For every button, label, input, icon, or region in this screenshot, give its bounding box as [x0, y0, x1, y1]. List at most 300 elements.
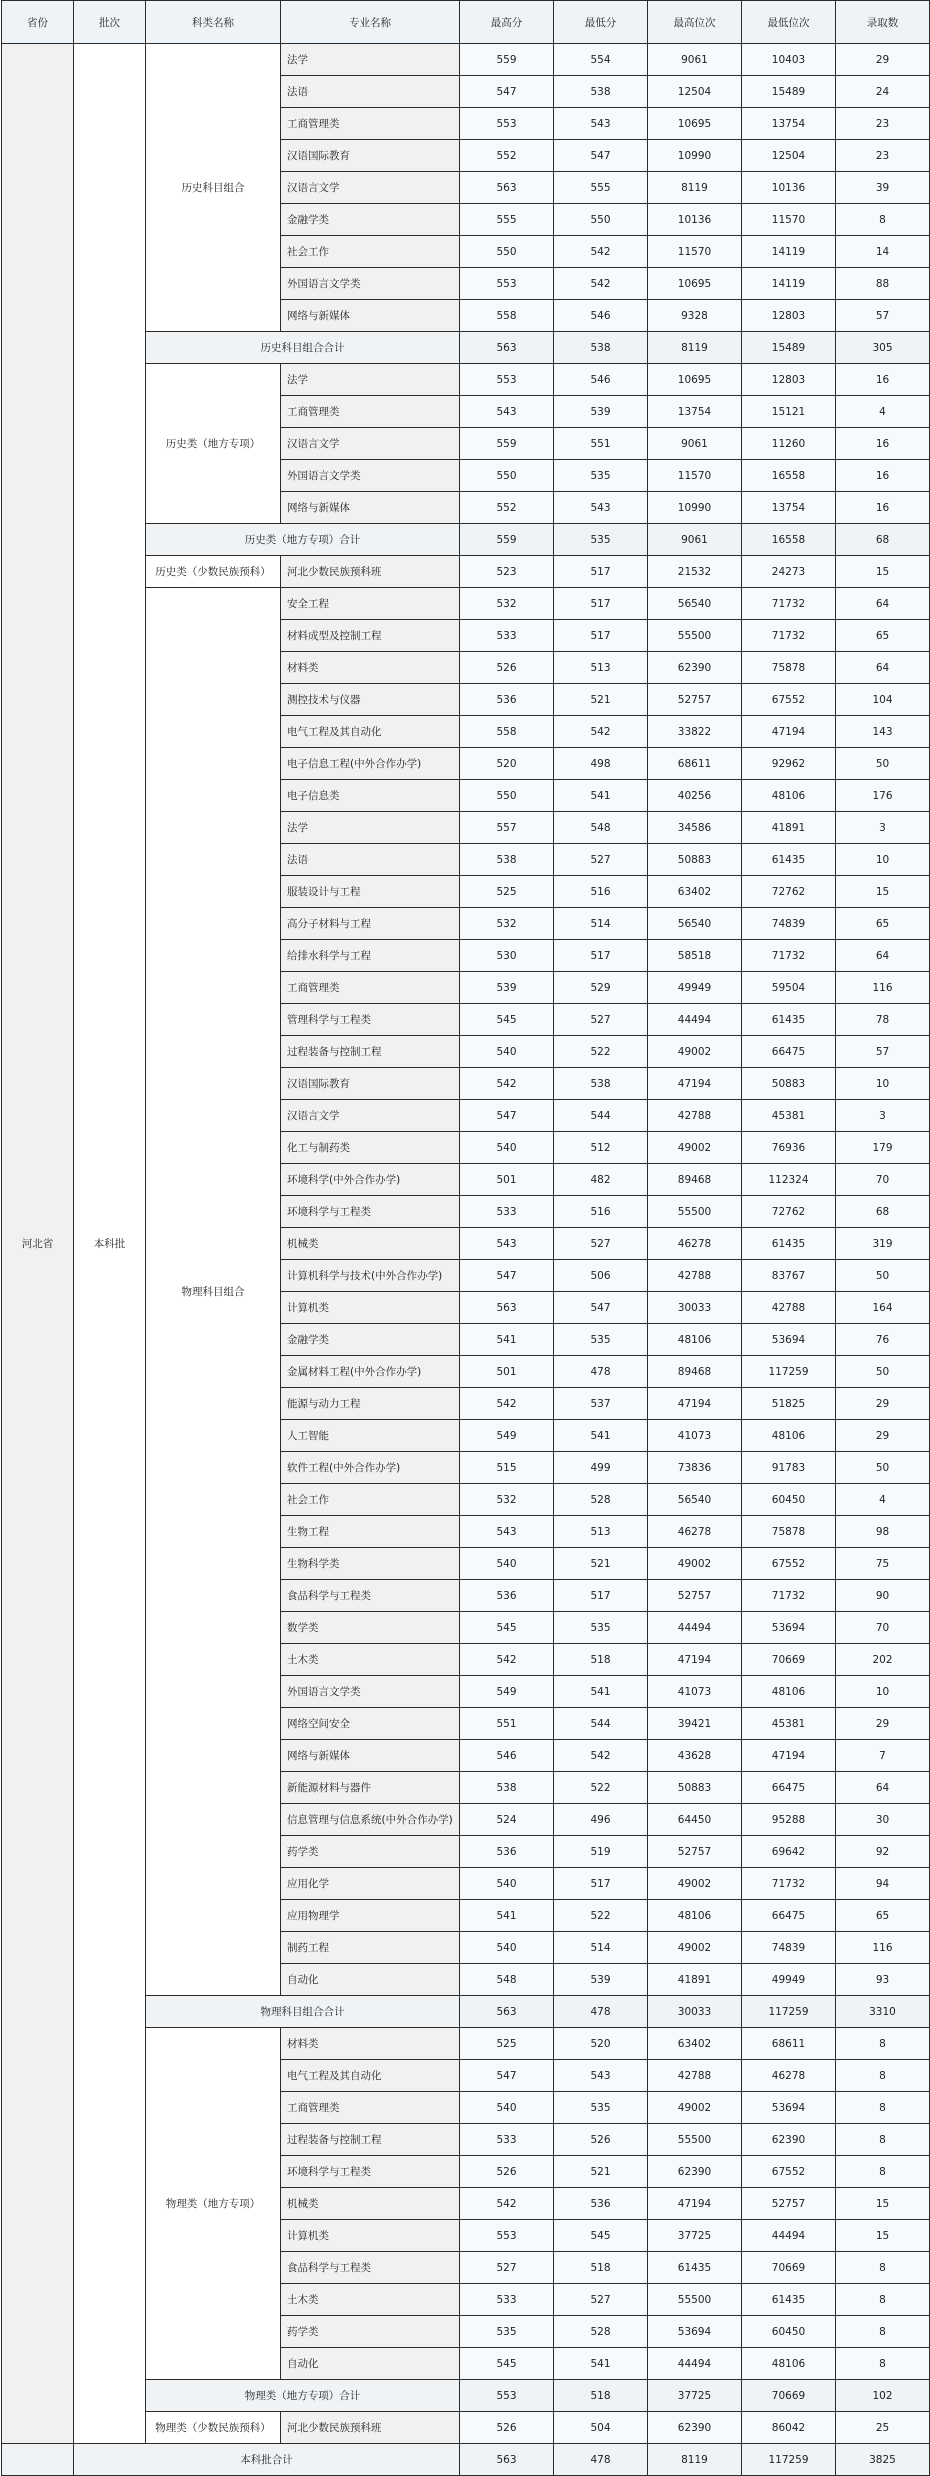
low-score-cell: 527: [554, 1228, 648, 1260]
major-name-cell: 自动化: [281, 1964, 460, 1996]
high-rank-cell: 49002: [648, 1548, 742, 1580]
high-rank-cell: 11570: [648, 236, 742, 268]
admitted-count-cell: 70: [836, 1164, 930, 1196]
high-rank-cell: 48106: [648, 1324, 742, 1356]
province-cell: 河北省: [2, 44, 74, 2444]
low-rank-cell: 12803: [742, 364, 836, 396]
major-name-cell: 网络空间安全: [281, 1708, 460, 1740]
low-rank-cell: 67552: [742, 684, 836, 716]
high-rank-cell: 49949: [648, 972, 742, 1004]
major-name-cell: 金融学类: [281, 204, 460, 236]
low-score-cell: 544: [554, 1708, 648, 1740]
major-name-cell: 机械类: [281, 1228, 460, 1260]
major-name-cell: 生物工程: [281, 1516, 460, 1548]
admitted-count-cell: 98: [836, 1516, 930, 1548]
low-rank-cell: 49949: [742, 1964, 836, 1996]
low-rank-cell: 44494: [742, 2220, 836, 2252]
admitted-count-cell: 64: [836, 940, 930, 972]
low-rank-cell: 53694: [742, 2092, 836, 2124]
low-score-cell: 536: [554, 2188, 648, 2220]
subtotal-admitted-count: 68: [836, 524, 930, 556]
high-rank-cell: 10695: [648, 268, 742, 300]
subtotal-low-rank: 15489: [742, 332, 836, 364]
admitted-count-cell: 23: [836, 108, 930, 140]
admitted-count-cell: 16: [836, 460, 930, 492]
low-score-cell: 541: [554, 780, 648, 812]
low-rank-cell: 41891: [742, 812, 836, 844]
low-rank-cell: 68611: [742, 2028, 836, 2060]
low-rank-cell: 86042: [742, 2412, 836, 2444]
low-score-cell: 522: [554, 1772, 648, 1804]
admitted-count-cell: 8: [836, 204, 930, 236]
major-name-cell: 材料成型及控制工程: [281, 620, 460, 652]
low-score-cell: 514: [554, 1932, 648, 1964]
grand-total-label: 本科批合计: [74, 2444, 460, 2476]
low-score-cell: 506: [554, 1260, 648, 1292]
low-score-cell: 522: [554, 1900, 648, 1932]
header-high-rank: 最高位次: [648, 1, 742, 44]
high-rank-cell: 63402: [648, 2028, 742, 2060]
admitted-count-cell: 143: [836, 716, 930, 748]
major-name-cell: 自动化: [281, 2348, 460, 2380]
low-score-cell: 504: [554, 2412, 648, 2444]
low-rank-cell: 15121: [742, 396, 836, 428]
high-score-cell: 563: [460, 172, 554, 204]
low-score-cell: 496: [554, 1804, 648, 1836]
admitted-count-cell: 7: [836, 1740, 930, 1772]
major-name-cell: 人工智能: [281, 1420, 460, 1452]
admitted-count-cell: 57: [836, 300, 930, 332]
high-score-cell: 558: [460, 300, 554, 332]
high-rank-cell: 46278: [648, 1516, 742, 1548]
admitted-count-cell: 10: [836, 1068, 930, 1100]
low-score-cell: 545: [554, 2220, 648, 2252]
major-name-cell: 测控技术与仪器: [281, 684, 460, 716]
subtotal-high-score: 553: [460, 2380, 554, 2412]
subtotal-high-score: 563: [460, 332, 554, 364]
major-name-cell: 社会工作: [281, 236, 460, 268]
low-rank-cell: 72762: [742, 876, 836, 908]
low-score-cell: 529: [554, 972, 648, 1004]
grand-total-high-score: 563: [460, 2444, 554, 2476]
major-name-cell: 食品科学与工程类: [281, 2252, 460, 2284]
admitted-count-cell: 65: [836, 1900, 930, 1932]
low-score-cell: 516: [554, 1196, 648, 1228]
major-name-cell: 工商管理类: [281, 396, 460, 428]
high-rank-cell: 52757: [648, 1580, 742, 1612]
high-rank-cell: 34586: [648, 812, 742, 844]
high-rank-cell: 33822: [648, 716, 742, 748]
low-rank-cell: 67552: [742, 1548, 836, 1580]
major-name-cell: 社会工作: [281, 1484, 460, 1516]
high-score-cell: 558: [460, 716, 554, 748]
high-rank-cell: 9328: [648, 300, 742, 332]
header-low-rank: 最低位次: [742, 1, 836, 44]
low-score-cell: 554: [554, 44, 648, 76]
high-score-cell: 550: [460, 460, 554, 492]
major-name-cell: 汉语国际教育: [281, 140, 460, 172]
major-name-cell: 给排水科学与工程: [281, 940, 460, 972]
high-score-cell: 520: [460, 748, 554, 780]
high-score-cell: 526: [460, 652, 554, 684]
major-name-cell: 计算机科学与技术(中外合作办学): [281, 1260, 460, 1292]
low-rank-cell: 60450: [742, 1484, 836, 1516]
admitted-count-cell: 15: [836, 2220, 930, 2252]
low-score-cell: 516: [554, 876, 648, 908]
major-name-cell: 金属材料工程(中外合作办学): [281, 1356, 460, 1388]
high-score-cell: 550: [460, 236, 554, 268]
admitted-count-cell: 15: [836, 556, 930, 588]
low-rank-cell: 70669: [742, 2252, 836, 2284]
subtotal-admitted-count: 102: [836, 2380, 930, 2412]
low-rank-cell: 74839: [742, 908, 836, 940]
low-score-cell: 521: [554, 1548, 648, 1580]
admitted-count-cell: 78: [836, 1004, 930, 1036]
low-rank-cell: 117259: [742, 1356, 836, 1388]
low-score-cell: 499: [554, 1452, 648, 1484]
high-rank-cell: 56540: [648, 1484, 742, 1516]
admitted-count-cell: 50: [836, 748, 930, 780]
category-cell: 历史类（地方专项）: [146, 364, 281, 524]
major-name-cell: 材料类: [281, 2028, 460, 2060]
high-score-cell: 542: [460, 1644, 554, 1676]
high-rank-cell: 41073: [648, 1676, 742, 1708]
low-rank-cell: 12504: [742, 140, 836, 172]
low-score-cell: 542: [554, 236, 648, 268]
low-rank-cell: 76936: [742, 1132, 836, 1164]
high-score-cell: 540: [460, 1036, 554, 1068]
low-rank-cell: 53694: [742, 1324, 836, 1356]
grand-total-row: [2, 2444, 930, 2476]
table-row: [2, 44, 930, 76]
admitted-count-cell: 176: [836, 780, 930, 812]
category-cell: 历史类（少数民族预科）: [146, 556, 281, 588]
major-name-cell: 法语: [281, 844, 460, 876]
admitted-count-cell: 8: [836, 2316, 930, 2348]
high-score-cell: 545: [460, 1612, 554, 1644]
high-rank-cell: 49002: [648, 1036, 742, 1068]
major-name-cell: 软件工程(中外合作办学): [281, 1452, 460, 1484]
low-score-cell: 546: [554, 364, 648, 396]
high-rank-cell: 55500: [648, 2284, 742, 2316]
low-rank-cell: 46278: [742, 2060, 836, 2092]
low-score-cell: 542: [554, 716, 648, 748]
high-score-cell: 525: [460, 876, 554, 908]
low-rank-cell: 15489: [742, 76, 836, 108]
low-score-cell: 518: [554, 2252, 648, 2284]
admitted-count-cell: 39: [836, 172, 930, 204]
high-rank-cell: 11570: [648, 460, 742, 492]
subtotal-low-score: 518: [554, 2380, 648, 2412]
subtotal-label: 物理科目组合合计: [146, 1996, 460, 2028]
admitted-count-cell: 24: [836, 76, 930, 108]
high-rank-cell: 56540: [648, 908, 742, 940]
low-score-cell: 517: [554, 588, 648, 620]
high-rank-cell: 42788: [648, 2060, 742, 2092]
low-rank-cell: 13754: [742, 492, 836, 524]
major-name-cell: 网络与新媒体: [281, 1740, 460, 1772]
major-name-cell: 过程装备与控制工程: [281, 1036, 460, 1068]
low-rank-cell: 60450: [742, 2316, 836, 2348]
major-name-cell: 应用物理学: [281, 1900, 460, 1932]
low-score-cell: 537: [554, 1388, 648, 1420]
high-score-cell: 542: [460, 1068, 554, 1100]
major-name-cell: 电子信息工程(中外合作办学): [281, 748, 460, 780]
subtotal-low-score: 538: [554, 332, 648, 364]
major-name-cell: 土木类: [281, 1644, 460, 1676]
high-rank-cell: 89468: [648, 1356, 742, 1388]
major-name-cell: 土木类: [281, 2284, 460, 2316]
header-category: 科类名称: [146, 1, 281, 44]
major-name-cell: 法语: [281, 76, 460, 108]
header-row: [2, 1, 930, 44]
high-score-cell: 552: [460, 492, 554, 524]
high-rank-cell: 89468: [648, 1164, 742, 1196]
high-score-cell: 559: [460, 44, 554, 76]
admitted-count-cell: 8: [836, 2124, 930, 2156]
low-score-cell: 543: [554, 2060, 648, 2092]
low-rank-cell: 11260: [742, 428, 836, 460]
high-rank-cell: 62390: [648, 652, 742, 684]
low-score-cell: 535: [554, 2092, 648, 2124]
subtotal-label: 历史类（地方专项）合计: [146, 524, 460, 556]
admitted-count-cell: 88: [836, 268, 930, 300]
high-score-cell: 540: [460, 2092, 554, 2124]
high-rank-cell: 73836: [648, 1452, 742, 1484]
low-score-cell: 513: [554, 1516, 648, 1548]
high-score-cell: 550: [460, 780, 554, 812]
subtotal-low-rank: 70669: [742, 2380, 836, 2412]
low-rank-cell: 42788: [742, 1292, 836, 1324]
low-rank-cell: 51825: [742, 1388, 836, 1420]
high-rank-cell: 64450: [648, 1804, 742, 1836]
major-name-cell: 外国语言文学类: [281, 460, 460, 492]
low-rank-cell: 75878: [742, 652, 836, 684]
admitted-count-cell: 4: [836, 396, 930, 428]
high-score-cell: 540: [460, 1132, 554, 1164]
high-score-cell: 549: [460, 1420, 554, 1452]
major-name-cell: 新能源材料与器件: [281, 1772, 460, 1804]
low-rank-cell: 66475: [742, 1772, 836, 1804]
low-rank-cell: 48106: [742, 1676, 836, 1708]
low-score-cell: 547: [554, 140, 648, 172]
low-score-cell: 542: [554, 268, 648, 300]
low-score-cell: 539: [554, 396, 648, 428]
high-score-cell: 539: [460, 972, 554, 1004]
high-score-cell: 533: [460, 2124, 554, 2156]
high-score-cell: 551: [460, 1708, 554, 1740]
high-score-cell: 553: [460, 108, 554, 140]
admitted-count-cell: 104: [836, 684, 930, 716]
low-score-cell: 535: [554, 460, 648, 492]
high-score-cell: 548: [460, 1964, 554, 1996]
admission-score-table: [1, 0, 930, 2476]
admitted-count-cell: 29: [836, 1708, 930, 1740]
low-score-cell: 517: [554, 1580, 648, 1612]
low-rank-cell: 72762: [742, 1196, 836, 1228]
high-rank-cell: 37725: [648, 2220, 742, 2252]
admitted-count-cell: 76: [836, 1324, 930, 1356]
major-name-cell: 能源与动力工程: [281, 1388, 460, 1420]
low-rank-cell: 11570: [742, 204, 836, 236]
high-rank-cell: 49002: [648, 2092, 742, 2124]
low-score-cell: 548: [554, 812, 648, 844]
high-rank-cell: 52757: [648, 684, 742, 716]
low-rank-cell: 71732: [742, 1580, 836, 1612]
high-rank-cell: 63402: [648, 876, 742, 908]
low-score-cell: 517: [554, 940, 648, 972]
high-rank-cell: 55500: [648, 1196, 742, 1228]
major-name-cell: 化工与制药类: [281, 1132, 460, 1164]
high-rank-cell: 41073: [648, 1420, 742, 1452]
subtotal-high-rank: 37725: [648, 2380, 742, 2412]
subtotal-high-score: 559: [460, 524, 554, 556]
low-score-cell: 514: [554, 908, 648, 940]
low-score-cell: 521: [554, 2156, 648, 2188]
low-score-cell: 513: [554, 652, 648, 684]
major-name-cell: 制药工程: [281, 1932, 460, 1964]
high-score-cell: 533: [460, 2284, 554, 2316]
admitted-count-cell: 202: [836, 1644, 930, 1676]
admitted-count-cell: 75: [836, 1548, 930, 1580]
low-score-cell: 498: [554, 748, 648, 780]
low-rank-cell: 112324: [742, 1164, 836, 1196]
major-name-cell: 环境科学与工程类: [281, 1196, 460, 1228]
major-name-cell: 汉语言文学: [281, 428, 460, 460]
high-score-cell: 530: [460, 940, 554, 972]
high-rank-cell: 49002: [648, 1132, 742, 1164]
subtotal-high-rank: 8119: [648, 332, 742, 364]
admitted-count-cell: 8: [836, 2348, 930, 2380]
low-score-cell: 543: [554, 492, 648, 524]
high-score-cell: 547: [460, 1260, 554, 1292]
low-rank-cell: 50883: [742, 1068, 836, 1100]
admitted-count-cell: 8: [836, 2060, 930, 2092]
admitted-count-cell: 65: [836, 908, 930, 940]
admitted-count-cell: 92: [836, 1836, 930, 1868]
low-rank-cell: 74839: [742, 1932, 836, 1964]
admitted-count-cell: 16: [836, 492, 930, 524]
low-rank-cell: 14119: [742, 268, 836, 300]
major-name-cell: 环境科学(中外合作办学): [281, 1164, 460, 1196]
major-name-cell: 高分子材料与工程: [281, 908, 460, 940]
major-name-cell: 法学: [281, 812, 460, 844]
low-score-cell: 541: [554, 1676, 648, 1708]
high-score-cell: 541: [460, 1900, 554, 1932]
major-name-cell: 管理科学与工程类: [281, 1004, 460, 1036]
low-rank-cell: 13754: [742, 108, 836, 140]
low-rank-cell: 62390: [742, 2124, 836, 2156]
low-rank-cell: 48106: [742, 2348, 836, 2380]
table-body: [2, 44, 930, 2476]
high-score-cell: 552: [460, 140, 554, 172]
admitted-count-cell: 8: [836, 2252, 930, 2284]
high-rank-cell: 47194: [648, 2188, 742, 2220]
high-score-cell: 553: [460, 2220, 554, 2252]
high-rank-cell: 43628: [648, 1740, 742, 1772]
low-rank-cell: 10403: [742, 44, 836, 76]
high-score-cell: 559: [460, 428, 554, 460]
high-score-cell: 549: [460, 1676, 554, 1708]
high-rank-cell: 68611: [648, 748, 742, 780]
high-rank-cell: 49002: [648, 1868, 742, 1900]
admitted-count-cell: 29: [836, 1420, 930, 1452]
grand-total-blank: [2, 2444, 74, 2476]
admitted-count-cell: 10: [836, 1676, 930, 1708]
admitted-count-cell: 50: [836, 1452, 930, 1484]
major-name-cell: 法学: [281, 44, 460, 76]
major-name-cell: 网络与新媒体: [281, 300, 460, 332]
high-rank-cell: 10695: [648, 108, 742, 140]
high-score-cell: 501: [460, 1164, 554, 1196]
major-name-cell: 工商管理类: [281, 972, 460, 1004]
low-score-cell: 535: [554, 1612, 648, 1644]
low-score-cell: 551: [554, 428, 648, 460]
major-name-cell: 电气工程及其自动化: [281, 716, 460, 748]
high-score-cell: 543: [460, 1228, 554, 1260]
low-rank-cell: 47194: [742, 716, 836, 748]
low-score-cell: 522: [554, 1036, 648, 1068]
low-rank-cell: 71732: [742, 588, 836, 620]
high-rank-cell: 41891: [648, 1964, 742, 1996]
high-rank-cell: 10990: [648, 140, 742, 172]
admitted-count-cell: 116: [836, 972, 930, 1004]
high-score-cell: 526: [460, 2156, 554, 2188]
admitted-count-cell: 30: [836, 1804, 930, 1836]
high-rank-cell: 55500: [648, 620, 742, 652]
low-rank-cell: 47194: [742, 1740, 836, 1772]
high-score-cell: 553: [460, 268, 554, 300]
high-score-cell: 547: [460, 1100, 554, 1132]
major-name-cell: 食品科学与工程类: [281, 1580, 460, 1612]
major-name-cell: 信息管理与信息系统(中外合作办学): [281, 1804, 460, 1836]
admitted-count-cell: 3: [836, 812, 930, 844]
low-rank-cell: 91783: [742, 1452, 836, 1484]
admitted-count-cell: 15: [836, 2188, 930, 2220]
category-cell: 物理类（地方专项）: [146, 2028, 281, 2380]
high-rank-cell: 10136: [648, 204, 742, 236]
low-rank-cell: 61435: [742, 2284, 836, 2316]
low-rank-cell: 66475: [742, 1900, 836, 1932]
admitted-count-cell: 29: [836, 1388, 930, 1420]
high-rank-cell: 42788: [648, 1260, 742, 1292]
high-rank-cell: 53694: [648, 2316, 742, 2348]
admitted-count-cell: 164: [836, 1292, 930, 1324]
header-province: 省份: [2, 1, 74, 44]
admitted-count-cell: 68: [836, 1196, 930, 1228]
high-score-cell: 540: [460, 1868, 554, 1900]
high-score-cell: 541: [460, 1324, 554, 1356]
high-rank-cell: 39421: [648, 1708, 742, 1740]
high-score-cell: 540: [460, 1932, 554, 1964]
low-score-cell: 547: [554, 1292, 648, 1324]
low-score-cell: 528: [554, 1484, 648, 1516]
subtotal-label: 历史科目组合合计: [146, 332, 460, 364]
low-rank-cell: 48106: [742, 1420, 836, 1452]
high-rank-cell: 48106: [648, 1900, 742, 1932]
low-rank-cell: 14119: [742, 236, 836, 268]
high-rank-cell: 9061: [648, 428, 742, 460]
subtotal-high-rank: 9061: [648, 524, 742, 556]
major-name-cell: 外国语言文学类: [281, 1676, 460, 1708]
header-batch: 批次: [74, 1, 146, 44]
high-score-cell: 547: [460, 2060, 554, 2092]
high-rank-cell: 49002: [648, 1932, 742, 1964]
low-score-cell: 538: [554, 76, 648, 108]
low-rank-cell: 71732: [742, 1868, 836, 1900]
low-score-cell: 526: [554, 2124, 648, 2156]
major-name-cell: 外国语言文学类: [281, 268, 460, 300]
